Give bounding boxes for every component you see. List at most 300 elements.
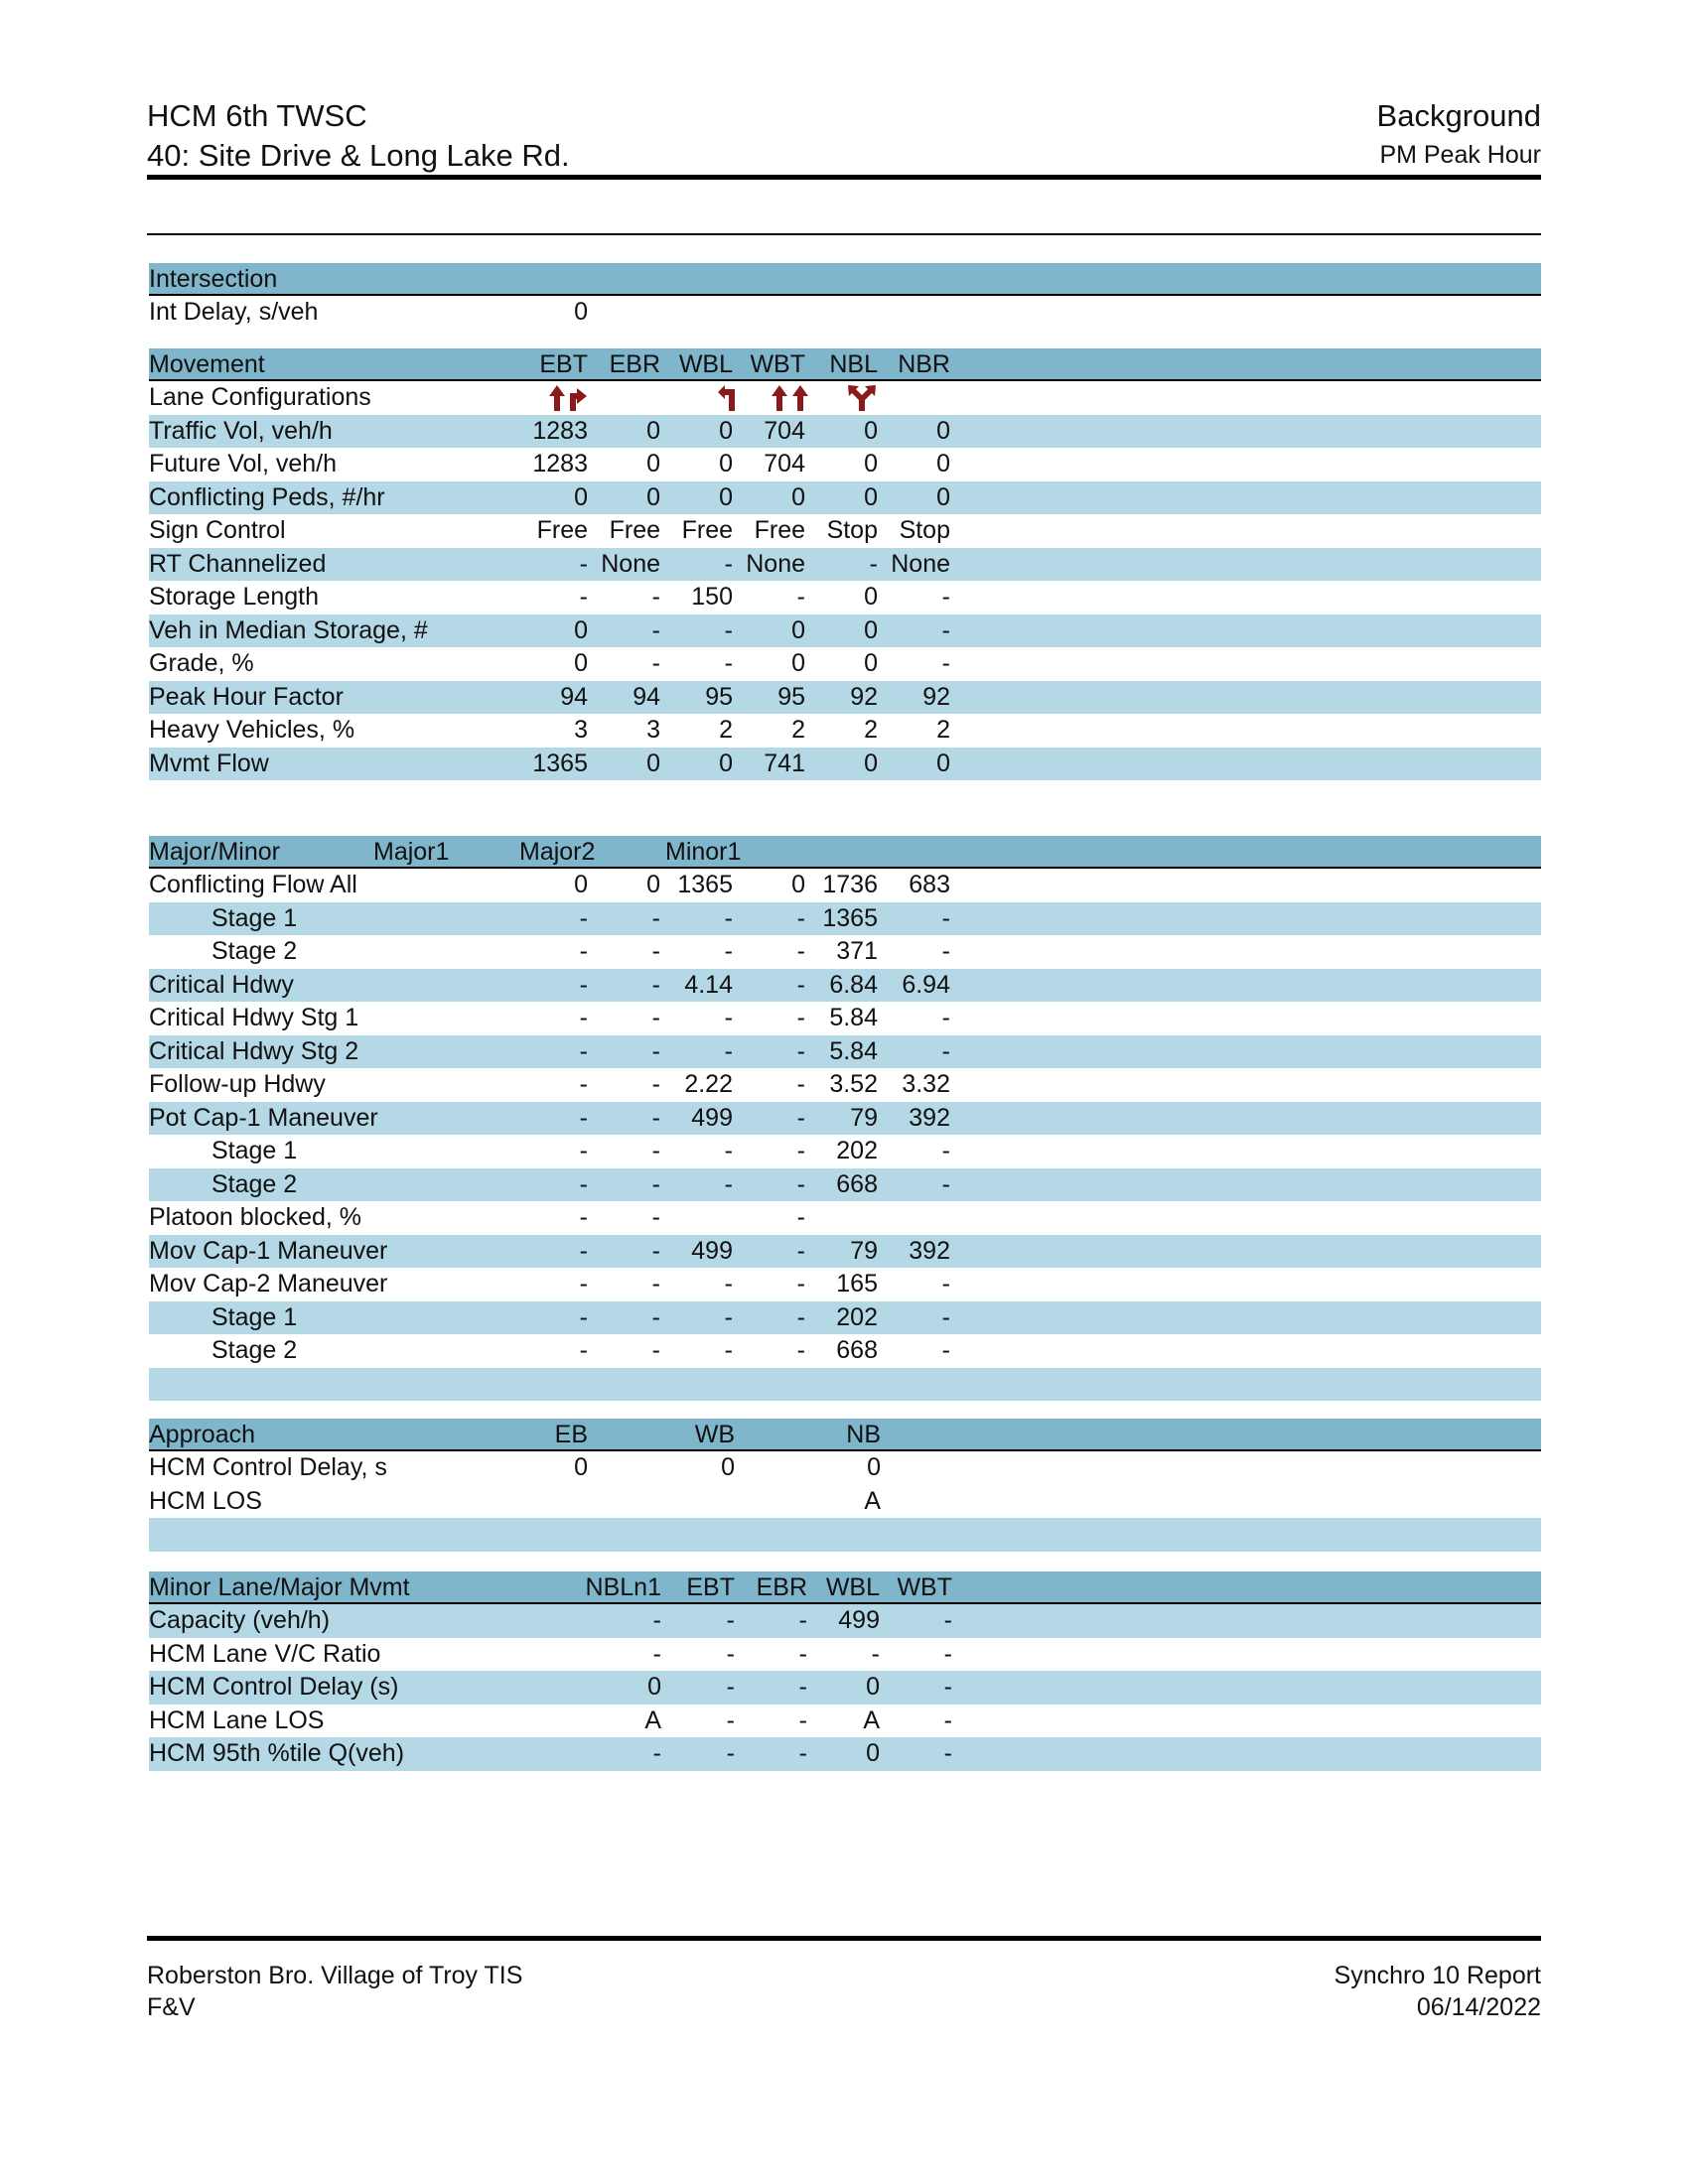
table-cell: 6.94 [902, 970, 950, 999]
table-cell: 0 [864, 482, 878, 511]
through-right-arrows-icon [548, 384, 590, 412]
table-row [149, 748, 1541, 781]
movement-heading-row [149, 348, 1541, 381]
table-cell: A [644, 1706, 661, 1734]
table-cell: - [724, 1004, 733, 1031]
table-cell: - [651, 1070, 660, 1098]
table-cell: - [798, 1706, 807, 1734]
table-cell: - [579, 1103, 588, 1132]
table-cell: 0 [574, 615, 588, 644]
table-cell: 0 [647, 1673, 661, 1701]
table-cell: 0 [867, 1453, 881, 1481]
table-cell: 2.22 [684, 1070, 733, 1098]
table-cell: - [724, 549, 733, 578]
table-cell: None [746, 549, 805, 578]
period-label: PM Peak Hour [1379, 141, 1541, 169]
intersection-heading-row [149, 263, 1541, 296]
approach-heading-row [149, 1419, 1541, 1451]
table-cell: 2 [864, 716, 878, 744]
table-cell: - [726, 1673, 735, 1701]
table-cell: 0 [936, 416, 950, 445]
table-cell: 0 [719, 450, 733, 478]
table-cell: Stop [899, 516, 950, 544]
movement-section [149, 348, 1541, 780]
table-cell: 0 [866, 1673, 880, 1701]
table-row [149, 714, 1541, 748]
footer-rule [147, 1936, 1541, 1941]
table-row [149, 935, 1541, 969]
table-cell: - [796, 1169, 805, 1198]
table-cell: - [579, 1169, 588, 1198]
intersection-section [149, 263, 1541, 330]
table-row [149, 1002, 1541, 1035]
table-cell: - [579, 1270, 588, 1297]
table-cell: - [724, 1036, 733, 1065]
table-cell: 2 [719, 716, 733, 744]
table-cell: - [579, 1070, 588, 1098]
table-cell: 6.84 [829, 970, 878, 999]
table-cell: - [941, 1004, 950, 1031]
table-cell: - [724, 903, 733, 932]
table-cell: 0 [936, 482, 950, 511]
table-row [149, 1035, 1541, 1069]
table-row [149, 1102, 1541, 1136]
table-cell: None [891, 549, 950, 578]
table-cell: - [579, 903, 588, 932]
table-row [149, 581, 1541, 614]
row-label: Pot Cap-1 Maneuver [149, 1103, 378, 1132]
table-cell: 0 [936, 749, 950, 777]
row-label: Critical Hdwy Stg 1 [149, 1004, 359, 1031]
table-cell: 0 [721, 1453, 735, 1481]
row-label: Sign Control [149, 516, 286, 544]
table-cell: - [796, 1236, 805, 1265]
table-row [149, 1485, 1541, 1519]
table-row [149, 448, 1541, 481]
table-row [149, 1268, 1541, 1301]
table-cell: 79 [850, 1103, 878, 1132]
table-cell: - [941, 1270, 950, 1297]
table-cell: 0 [864, 450, 878, 478]
table-cell: - [798, 1739, 807, 1767]
table-cell: 3.32 [902, 1070, 950, 1098]
table-cell: 0 [646, 482, 660, 511]
table-cell: Free [609, 516, 660, 544]
table-cell: - [651, 583, 660, 611]
table-cell: 0 [791, 649, 805, 677]
table-cell: - [724, 1336, 733, 1364]
table-row [149, 869, 1541, 902]
table-cell: 741 [764, 749, 805, 777]
row-label: Stage 1 [211, 903, 298, 932]
minor-lane-section [149, 1571, 1541, 1771]
table-row [149, 1068, 1541, 1102]
table-cell: 704 [764, 416, 805, 445]
table-cell: 668 [836, 1169, 878, 1198]
group-header: Major1 [373, 838, 450, 866]
group-header: Major2 [519, 838, 596, 866]
report-date: 06/14/2022 [1416, 1993, 1541, 2021]
table-cell: - [869, 549, 878, 578]
table-cell: - [579, 549, 588, 578]
table-cell: - [796, 1270, 805, 1297]
table-cell: - [796, 1336, 805, 1364]
section-heading: Movement [149, 350, 265, 378]
table-cell: - [652, 1639, 661, 1668]
row-label: Stage 2 [211, 1169, 298, 1198]
table-cell: - [796, 1070, 805, 1098]
table-cell: - [651, 1236, 660, 1265]
table-cell: 0 [574, 871, 588, 898]
table-row [149, 647, 1541, 681]
row-label: HCM Lane V/C Ratio [149, 1639, 381, 1668]
report-title: HCM 6th TWSC [147, 98, 367, 133]
row-label: Stage 1 [211, 1137, 298, 1164]
table-row [149, 1705, 1541, 1738]
table-cell: - [651, 1169, 660, 1198]
table-cell: - [651, 649, 660, 677]
table-cell: - [726, 1706, 735, 1734]
table-cell: 202 [836, 1302, 878, 1331]
major-minor-heading-row [149, 836, 1541, 869]
row-label: Stage 2 [211, 937, 298, 965]
table-cell: - [579, 583, 588, 611]
row-label: Grade, % [149, 649, 254, 677]
col-header: NBLn1 [585, 1573, 661, 1601]
row-label: Peak Hour Factor [149, 682, 344, 711]
table-cell: - [651, 1004, 660, 1031]
table-cell: 5.84 [829, 1036, 878, 1065]
row-label: Follow-up Hdwy [149, 1070, 326, 1098]
row-label: Capacity (veh/h) [149, 1606, 331, 1634]
col-header: EBT [686, 1573, 735, 1601]
table-cell: 499 [838, 1606, 880, 1634]
table-cell: Free [754, 516, 805, 544]
table-cell: 0 [866, 1739, 880, 1767]
table-cell: - [579, 1302, 588, 1331]
table-cell: - [943, 1673, 952, 1701]
table-cell: - [579, 1137, 588, 1164]
row-label: Conflicting Peds, #/hr [149, 482, 385, 511]
table-cell: 0 [864, 416, 878, 445]
table-cell: - [579, 937, 588, 965]
table-cell: - [796, 1036, 805, 1065]
table-cell: 0 [791, 482, 805, 511]
minor-lane-heading-row [149, 1571, 1541, 1604]
table-cell: 3 [574, 716, 588, 744]
table-cell: - [871, 1639, 880, 1668]
table-cell: - [796, 970, 805, 999]
table-cell: 0 [646, 749, 660, 777]
table-cell: - [651, 1302, 660, 1331]
left-right-split-arrow-icon [847, 384, 877, 412]
table-cell: 499 [691, 1236, 733, 1265]
table-row [149, 902, 1541, 936]
table-row [149, 1638, 1541, 1672]
header-rule [147, 175, 1541, 180]
table-cell: 0 [864, 749, 878, 777]
table-cell: 1283 [532, 416, 588, 445]
table-cell: - [724, 649, 733, 677]
table-row [149, 1451, 1541, 1485]
section-heading: Minor Lane/Major Mvmt [149, 1573, 410, 1601]
table-cell: 668 [836, 1336, 878, 1364]
table-cell: - [796, 1004, 805, 1031]
header-divider [147, 233, 1541, 235]
col-header: NBR [898, 350, 950, 378]
table-cell: - [796, 1103, 805, 1132]
int-delay-value: 0 [574, 298, 588, 326]
table-cell: - [941, 615, 950, 644]
intersection-name: 40: Site Drive & Long Lake Rd. [147, 138, 570, 173]
table-cell: - [724, 1302, 733, 1331]
table-cell: - [652, 1739, 661, 1767]
table-cell: Free [681, 516, 733, 544]
table-cell: 2 [936, 716, 950, 744]
table-cell: 0 [791, 871, 805, 898]
table-cell: - [796, 1302, 805, 1331]
table-cell: - [651, 1137, 660, 1164]
section-heading: Intersection [149, 265, 278, 293]
table-cell: 1365 [822, 903, 878, 932]
row-label: Conflicting Flow All [149, 871, 357, 898]
table-cell: - [943, 1639, 952, 1668]
table-cell: - [798, 1673, 807, 1701]
table-cell: 95 [777, 682, 805, 711]
table-row [149, 1737, 1541, 1771]
table-cell: - [943, 1606, 952, 1634]
row-label: Future Vol, veh/h [149, 450, 338, 478]
row-label: Lane Configurations [149, 383, 371, 411]
row-label: Veh in Median Storage, # [149, 615, 428, 644]
table-cell: - [579, 1336, 588, 1364]
table-cell: - [796, 583, 805, 611]
table-cell: 0 [936, 450, 950, 478]
table-cell: 0 [791, 615, 805, 644]
col-header: EBR [609, 350, 660, 378]
table-cell: 0 [574, 482, 588, 511]
table-cell: 0 [864, 649, 878, 677]
row-label: Platoon blocked, % [149, 1203, 362, 1231]
table-cell: - [651, 1203, 660, 1231]
table-cell: - [941, 649, 950, 677]
group-header: Minor1 [665, 838, 742, 866]
table-cell: 92 [922, 682, 950, 711]
table-cell: 94 [633, 682, 660, 711]
table-cell: 0 [864, 583, 878, 611]
table-cell: - [724, 1137, 733, 1164]
row-label: Critical Hdwy Stg 2 [149, 1036, 359, 1065]
table-cell: 0 [719, 749, 733, 777]
row-label: HCM Control Delay (s) [149, 1673, 399, 1701]
table-cell: - [579, 1036, 588, 1065]
table-cell: - [941, 937, 950, 965]
row-label: HCM LOS [149, 1486, 262, 1515]
table-cell: - [724, 615, 733, 644]
col-header: WBL [825, 1573, 880, 1601]
table-cell: 683 [909, 871, 950, 898]
row-label: Critical Hdwy [149, 970, 294, 999]
table-cell: - [579, 1203, 588, 1231]
table-cell: - [941, 1169, 950, 1198]
table-cell: 202 [836, 1137, 878, 1164]
table-cell: - [724, 1270, 733, 1297]
table-cell: Stop [826, 516, 878, 544]
col-header: EBT [539, 350, 588, 378]
approach-section [149, 1419, 1541, 1552]
report-source: Synchro 10 Report [1334, 1962, 1541, 1989]
row-label: RT Channelized [149, 549, 327, 578]
table-cell: 4.14 [684, 970, 733, 999]
table-cell: 0 [646, 450, 660, 478]
table-row [149, 1201, 1541, 1235]
spacer-row [149, 1368, 1541, 1402]
table-row [149, 1301, 1541, 1335]
col-header: WBT [897, 1573, 952, 1601]
row-label: Traffic Vol, veh/h [149, 416, 333, 445]
table-row [149, 1235, 1541, 1269]
col-header: WB [694, 1421, 735, 1448]
table-cell: 165 [836, 1270, 878, 1297]
table-cell: - [724, 937, 733, 965]
table-cell: - [943, 1706, 952, 1734]
row-label: HCM Lane LOS [149, 1706, 325, 1734]
table-cell: 92 [850, 682, 878, 711]
table-cell: - [726, 1739, 735, 1767]
table-cell: 704 [764, 450, 805, 478]
table-cell: 3.52 [829, 1070, 878, 1098]
section-heading: Major/Minor [149, 838, 280, 866]
table-cell: - [796, 1137, 805, 1164]
table-cell: - [941, 583, 950, 611]
table-cell: - [941, 1137, 950, 1164]
table-row [149, 415, 1541, 449]
major-minor-section [149, 836, 1541, 1401]
table-cell: 1365 [532, 749, 588, 777]
table-cell: 0 [719, 416, 733, 445]
table-row [149, 1334, 1541, 1368]
table-row [149, 514, 1541, 548]
scenario-label: Background [1376, 98, 1541, 133]
col-header: WBL [678, 350, 733, 378]
table-cell: - [724, 1169, 733, 1198]
table-cell: - [651, 615, 660, 644]
table-cell: Free [536, 516, 588, 544]
col-header: NB [846, 1421, 881, 1448]
table-cell: 150 [691, 583, 733, 611]
table-cell: 0 [646, 416, 660, 445]
table-row [149, 1671, 1541, 1705]
table-cell: - [579, 1004, 588, 1031]
table-cell: - [941, 1036, 950, 1065]
table-row [149, 1604, 1541, 1638]
lane-config-row [149, 381, 1541, 415]
table-cell: 0 [646, 871, 660, 898]
table-cell: 3 [646, 716, 660, 744]
col-header: NBL [829, 350, 878, 378]
table-cell: A [864, 1486, 881, 1515]
row-label: HCM 95th %tile Q(veh) [149, 1739, 405, 1767]
table-cell: 371 [836, 937, 878, 965]
double-through-arrows-icon [771, 384, 810, 412]
table-row [149, 614, 1541, 648]
table-cell: 2 [791, 716, 805, 744]
col-header: EB [554, 1421, 588, 1448]
table-cell: 0 [574, 1453, 588, 1481]
table-cell: 499 [691, 1103, 733, 1132]
table-row [149, 681, 1541, 715]
table-cell: - [943, 1739, 952, 1767]
table-cell: - [651, 970, 660, 999]
table-cell: - [941, 1336, 950, 1364]
row-label: Mov Cap-2 Maneuver [149, 1270, 388, 1297]
table-row [149, 1135, 1541, 1168]
row-label: HCM Control Delay, s [149, 1453, 387, 1481]
table-cell: 5.84 [829, 1004, 878, 1031]
table-row [149, 481, 1541, 515]
col-header: EBR [756, 1573, 807, 1601]
row-label: Mvmt Flow [149, 749, 269, 777]
table-cell: 94 [560, 682, 588, 711]
table-row [149, 1168, 1541, 1202]
table-cell: - [941, 1302, 950, 1331]
table-cell: - [726, 1606, 735, 1634]
table-cell: 95 [705, 682, 733, 711]
table-cell: - [796, 937, 805, 965]
table-cell: - [651, 1336, 660, 1364]
table-cell: - [726, 1639, 735, 1668]
table-cell: 392 [909, 1103, 950, 1132]
table-row [149, 969, 1541, 1003]
table-cell: - [798, 1606, 807, 1634]
table-cell: - [652, 1606, 661, 1634]
row-label: Stage 2 [211, 1336, 298, 1364]
table-cell: - [579, 1236, 588, 1265]
table-cell: 0 [719, 482, 733, 511]
table-cell: - [651, 903, 660, 932]
table-cell: 392 [909, 1236, 950, 1265]
firm-name: F&V [147, 1993, 196, 2021]
table-cell: 79 [850, 1236, 878, 1265]
table-cell: 0 [574, 649, 588, 677]
row-label: Mov Cap-1 Maneuver [149, 1236, 388, 1265]
row-label: Int Delay, s/veh [149, 298, 319, 326]
table-cell: - [579, 970, 588, 999]
col-header: WBT [750, 350, 805, 378]
row-label: Heavy Vehicles, % [149, 716, 355, 744]
table-cell: - [651, 1270, 660, 1297]
left-turn-arrow-icon [717, 384, 737, 412]
table-cell: 1283 [532, 450, 588, 478]
table-cell: - [941, 903, 950, 932]
section-heading: Approach [149, 1421, 256, 1448]
table-cell: None [601, 549, 660, 578]
spacer-row [149, 1518, 1541, 1552]
table-cell: - [798, 1639, 807, 1668]
table-cell: 0 [864, 615, 878, 644]
table-cell: 1365 [677, 871, 733, 898]
project-name: Roberston Bro. Village of Troy TIS [147, 1962, 523, 1989]
table-cell: - [796, 903, 805, 932]
table-cell: - [796, 1203, 805, 1231]
table-cell: - [651, 937, 660, 965]
table-cell: 1736 [822, 871, 878, 898]
int-delay-row [149, 296, 1541, 330]
table-cell: - [651, 1103, 660, 1132]
table-cell: - [651, 1036, 660, 1065]
row-label: Stage 1 [211, 1302, 298, 1331]
table-row [149, 548, 1541, 582]
